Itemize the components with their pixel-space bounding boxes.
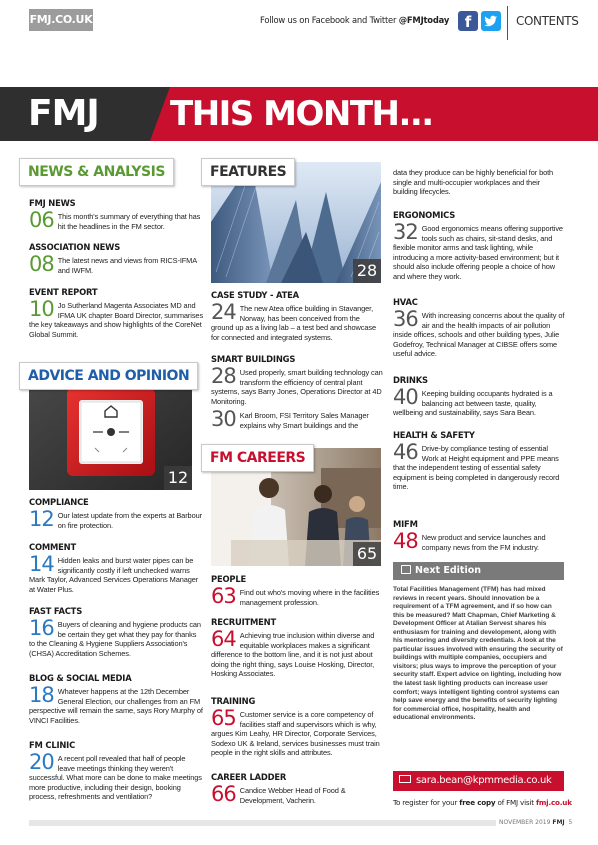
list-item[interactable] — [29, 497, 204, 530]
list-item[interactable] — [29, 542, 204, 594]
page-number: 20 — [29, 750, 54, 774]
features-continuation — [393, 168, 565, 197]
continuation-text: data they produce can be highly beneficial for both single and multi-occupier workplaces and their building lifecycles. — [393, 168, 554, 197]
entry-text: Good ergonomics means offering supportive tools such as chairs, sit-stand desks, and flexible monitor arms and task lighting, while introducing a more activity-based environment; but it should also include offering people a choice of how and where they work. — [393, 224, 563, 281]
entry-category: SMART BUILDINGS — [211, 354, 296, 364]
entry-category: MIFM — [393, 519, 418, 529]
advice-opinion-tab: ADVICE AND OPINION — [19, 362, 198, 390]
register-text — [393, 798, 572, 807]
email-address[interactable]: sara.bean@kpmmedia.co.uk — [416, 775, 552, 786]
follow-prefix: Follow us on Facebook and Twitter — [260, 15, 399, 25]
envelope-icon — [399, 775, 411, 783]
email-link[interactable] — [393, 771, 564, 791]
list-item[interactable] — [29, 198, 204, 231]
entry-text: A recent poll revealed that half of people leave meetings thinking they weren't successful. What more can be done to make meetings more productive, including their design, booking process, refreshments and ventilation? — [29, 754, 202, 802]
entry-category: TRAINING — [211, 696, 256, 706]
page-number: 24 — [211, 300, 236, 324]
entry-text: The latest news and views from RICS-IFMA and IWFM. — [57, 256, 197, 275]
register-bold: free copy — [459, 798, 496, 807]
entry-category: CASE STUDY - ATEA — [211, 290, 299, 300]
footer-brand: FMJ — [552, 819, 565, 826]
entry-category: HEALTH & SAFETY — [393, 430, 475, 440]
header-divider — [507, 6, 508, 40]
list-item[interactable] — [29, 242, 204, 275]
entry-category: RECRUITMENT — [211, 617, 276, 627]
entry-category: EVENT REPORT — [29, 287, 98, 297]
next-edition-text: Total Facilities Management (TFM) has had mixed reviews in recent years. Should innovation be a requirement of a TFM agreement, and if so how can this be measured? Matt Chapman, Chief Marketing & Development Officer at Atalian Servest shares his enthusiasm for training and development, along with his mentoring and diversity credentials. A look at the particular issues involved with ensuring the security of buildings with multiple companies, occupiers and visitors; plus ways to improve the perception of your security staff. Expert advice on lighting, including how the latest task lighting products can increase user comfort; ways intelligent lighting control systems can help save energy and the benefits of security lighting for commercial office, hospitality, health and educational environments. — [393, 586, 563, 722]
list-item[interactable] — [29, 606, 204, 658]
entry-text: Keeping building occupants hydrated is a balancing act between taste, quality, wellbeing and sustainability, says Sara Bean. — [393, 389, 553, 418]
list-item[interactable] — [393, 375, 565, 418]
page-number: 06 — [29, 208, 54, 232]
site-url-tag[interactable]: FMJ.CO.UK — [29, 9, 93, 31]
page-number: 64 — [211, 627, 236, 651]
entry-category: ERGONOMICS — [393, 210, 456, 220]
entry-text: Buyers of cleaning and hygiene products can be certain they get what they pay for thanks to the Cleaning & Hygiene Suppliers Association's (CHSA) Accreditation Schemes. — [29, 620, 201, 658]
list-item[interactable] — [393, 297, 565, 359]
page-number: 66 — [211, 782, 236, 806]
facebook-icon[interactable]: f — [458, 11, 478, 31]
follow-us-text — [260, 15, 449, 25]
page-number: 32 — [393, 220, 418, 244]
twitter-icon[interactable] — [481, 11, 501, 31]
entry-category: COMMENT — [29, 542, 76, 552]
entry-category: BLOG & SOCIAL MEDIA — [29, 673, 132, 683]
page-number: 30 — [211, 407, 236, 431]
page-number: 65 — [211, 706, 236, 730]
entry-text: New product and service launches and company news from the FM industry. — [421, 533, 546, 552]
list-item[interactable] — [211, 772, 383, 805]
entry-category: COMPLIANCE — [29, 497, 89, 507]
list-item[interactable] — [393, 430, 565, 492]
footer-rule — [29, 820, 569, 826]
fm-careers-tab: FM CAREERS — [201, 444, 314, 472]
list-item[interactable] — [29, 673, 204, 725]
page-number: 10 — [29, 297, 54, 321]
next-edition-label: Next Edition — [415, 565, 482, 576]
list-item[interactable] — [211, 696, 383, 758]
next-edition-heading — [393, 562, 564, 580]
page-number: 48 — [393, 529, 418, 553]
entry-text: Jo Sutherland Magenta Associates MD and IFMA UK chapter Board Director, summarises the key takeaways and show highlights of the CoreNet Global Summit. — [29, 301, 204, 339]
list-item[interactable] — [211, 574, 383, 607]
entry-category: FAST FACTS — [29, 606, 83, 616]
entry-category: FMJ NEWS — [29, 198, 76, 208]
image-page-number: 28 — [353, 259, 381, 283]
entry-text: Hidden leaks and burst water pipes can be significantly costly if left unchecked warns Mark Taylor, Advanced Services Operations Manager at Water Plus. — [29, 556, 199, 594]
list-item[interactable] — [211, 290, 383, 342]
list-item[interactable] — [211, 617, 383, 679]
page-number: 14 — [29, 552, 54, 576]
register-link[interactable]: fmj.co.uk — [535, 798, 572, 807]
page-number: 08 — [29, 252, 54, 276]
entry-text: Our latest update from the experts at Barbour on fire protection. — [57, 511, 202, 530]
page-number: 12 — [29, 507, 54, 531]
image-page-number: 65 — [353, 542, 381, 566]
entry-category: CAREER LADDER — [211, 772, 287, 782]
entry-text: This month's summary of everything that has hit the headlines in the FM sector. — [57, 212, 201, 231]
features-tab: FEATURES — [201, 158, 295, 186]
entry-category: FM CLINIC — [29, 740, 76, 750]
entry-text: Find out who's moving where in the facilities management profession. — [239, 588, 380, 607]
entry-text: Achieving true inclusion within diverse and equitable workplaces makes a significant difference to the bottom line, and it is not just about doing the right thing, says Louise Hosking, Director, Hosking Associates. — [211, 631, 375, 679]
entry-text: The new Atea office building in Stavanger, Norway, has been conceived from the ground up as a living lab – a test bed and showcase for connected and integrated systems. — [211, 304, 377, 342]
page-number: 36 — [393, 307, 418, 331]
twitter-handle[interactable]: @FMJtoday — [398, 15, 450, 25]
list-item[interactable] — [211, 408, 383, 430]
register-prefix: To register for your — [393, 798, 460, 807]
list-item[interactable] — [29, 287, 204, 339]
page-title: THIS MONTH... — [170, 94, 433, 134]
calendar-icon — [401, 565, 411, 574]
page-number: 16 — [29, 616, 54, 640]
entry-text: Used properly, smart building technology can transform the efficiency of central plant systems, says Barry Jones, Operations Director at 4D Monitoring. — [211, 368, 383, 406]
contents-label: CONTENTS — [516, 14, 579, 28]
footer — [496, 819, 575, 826]
entry-text: Drive-by compliance testing of essential Work at Height equipment and PPE means that the independent testing of essential safety equipment is being completed in dangerously record time. — [393, 444, 560, 492]
entry-text: Whatever happens at the 12th December General Election, our challenges from an FM perspective will remain the same, says Rory Murphy of VINCI Facilities. — [29, 687, 203, 725]
page-number: 63 — [211, 584, 236, 608]
entry-text: With increasing concerns about the quality of air and the health impacts of air pollution inside offices, schools and other building types, Julie Godefroy, Technical Manager at CIBSE offers some useful advice. — [393, 311, 565, 359]
this-month-banner — [0, 87, 598, 141]
list-item[interactable] — [393, 519, 565, 552]
page-number: 18 — [29, 683, 54, 707]
entry-category: DRINKS — [393, 375, 428, 385]
image-page-number: 12 — [164, 466, 192, 490]
footer-page-number: 5 — [568, 819, 573, 826]
list-item[interactable] — [393, 210, 565, 282]
entry-category: ASSOCIATION NEWS — [29, 242, 121, 252]
entry-text: Karl Broom, FSI Territory Sales Manager explains why Smart buildings and the — [239, 411, 369, 430]
list-item[interactable] — [29, 740, 204, 802]
entry-text: Customer service is a core competency of facilities staff and supervisors which is why, argues Kim Leahy, HR Director, Corporate Services, Sodexo UK & Ireland, services businesses must train people in the right skills and attributes. — [211, 710, 380, 758]
top-bar — [0, 0, 598, 44]
page-number: 28 — [211, 364, 236, 388]
register-mid: of FMJ visit — [495, 798, 536, 807]
entry-text: Candice Webber Head of Food & Development, Vacherin. — [239, 786, 346, 805]
page-number: 46 — [393, 440, 418, 464]
entry-category: HVAC — [393, 297, 418, 307]
page-number: 40 — [393, 385, 418, 409]
footer-month: NOVEMBER 2019 — [499, 819, 551, 826]
fmj-logo: FMJ — [28, 93, 99, 134]
news-analysis-tab: NEWS & ANALYSIS — [19, 158, 174, 186]
entry-category: PEOPLE — [211, 574, 246, 584]
list-item[interactable] — [211, 354, 383, 406]
